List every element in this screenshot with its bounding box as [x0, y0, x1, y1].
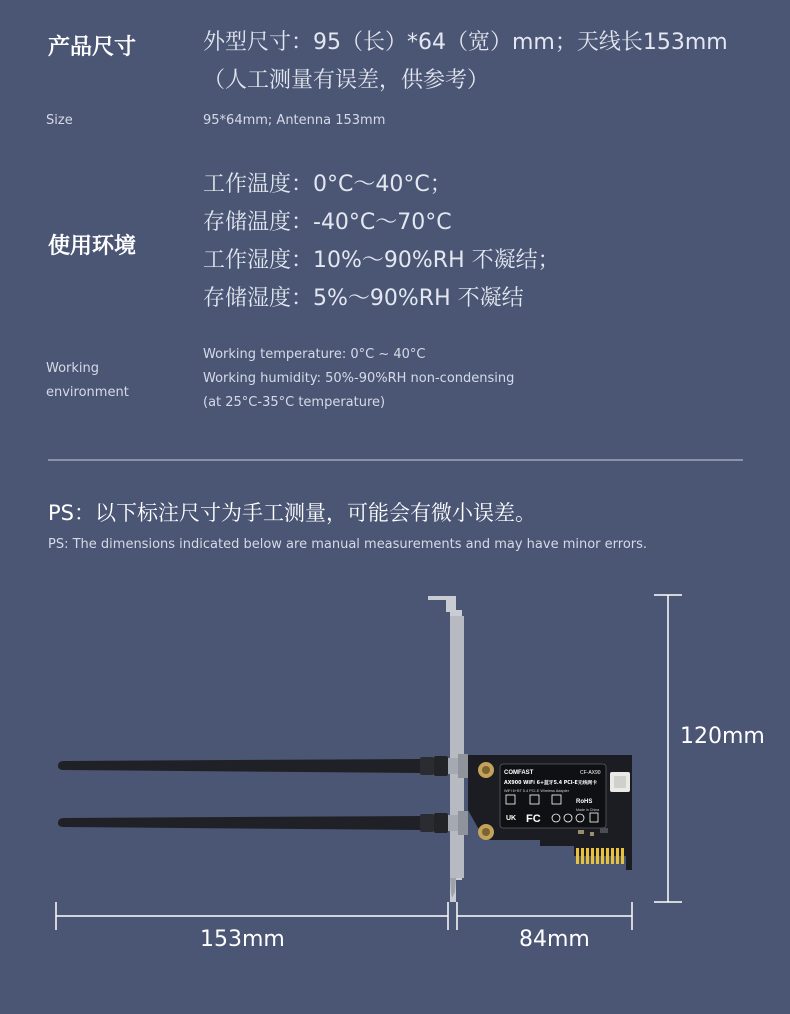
env-en-line: Working humidity: 50%-90%RH non-condensing	[203, 371, 515, 386]
fcc-mark: FC	[526, 813, 541, 825]
ukca-mark: UK	[506, 815, 517, 822]
env-values	[203, 166, 560, 318]
width-dimension-lines	[56, 902, 632, 930]
section-divider	[48, 459, 743, 461]
card-length-label: 84mm	[519, 927, 590, 952]
size-value-line2: （人工测量有误差，供参考）	[203, 68, 490, 93]
antenna-top	[58, 754, 468, 778]
ps-note-cn: PS：以下标注尺寸为手工测量，可能会有微小误差。	[48, 501, 536, 525]
bracket	[428, 596, 464, 902]
card-model-text: CF-AX90	[580, 770, 601, 776]
env-line: 工作温度：0°C～40°C；	[203, 172, 452, 197]
env-en-label-line2: environment	[46, 385, 129, 400]
card-subtitle-text: WiFi 6+BT 5.4 PCI-E Wireless Adapter	[504, 789, 570, 793]
height-dimension-line	[654, 595, 682, 902]
antenna-bottom	[58, 811, 468, 835]
env-en-label	[46, 357, 129, 405]
ps-note-en: PS: The dimensions indicated below are manual measurements and may have minor errors.	[48, 537, 648, 552]
size-label: 产品尺寸	[48, 35, 137, 60]
card-title-text: AX900 WiFi 6+蓝牙5.4 PCI-E无线网卡	[504, 781, 598, 786]
antenna-length-label: 153mm	[200, 927, 285, 952]
size-value-line1: 外型尺寸：95（长）*64（宽）mm；天线长153mm	[203, 30, 728, 55]
size-en-label: Size	[46, 113, 73, 128]
pcb-card	[468, 755, 632, 870]
env-en-label-line1: Working	[46, 361, 100, 376]
card-madein-text: Made in China	[576, 808, 600, 812]
card-rohs-text: RoHS	[576, 799, 593, 805]
env-en-line: (at 25°C-35°C temperature)	[203, 395, 386, 410]
product-illustration	[0, 580, 790, 1014]
card-brand-text: COMFAST	[504, 770, 534, 776]
env-line: 存储温度：-40°C～70°C	[203, 210, 452, 235]
height-dimension-label: 120mm	[680, 724, 765, 749]
env-label: 使用环境	[48, 234, 137, 259]
env-line: 存储湿度：5%～90%RH 不凝结	[203, 286, 524, 311]
env-en-line: Working temperature: 0°C ~ 40°C	[203, 347, 426, 362]
size-en-value: 95*64mm; Antenna 153mm	[203, 113, 386, 128]
env-en-values	[203, 343, 514, 415]
env-line: 工作湿度：10%～90%RH 不凝结；	[203, 248, 560, 273]
